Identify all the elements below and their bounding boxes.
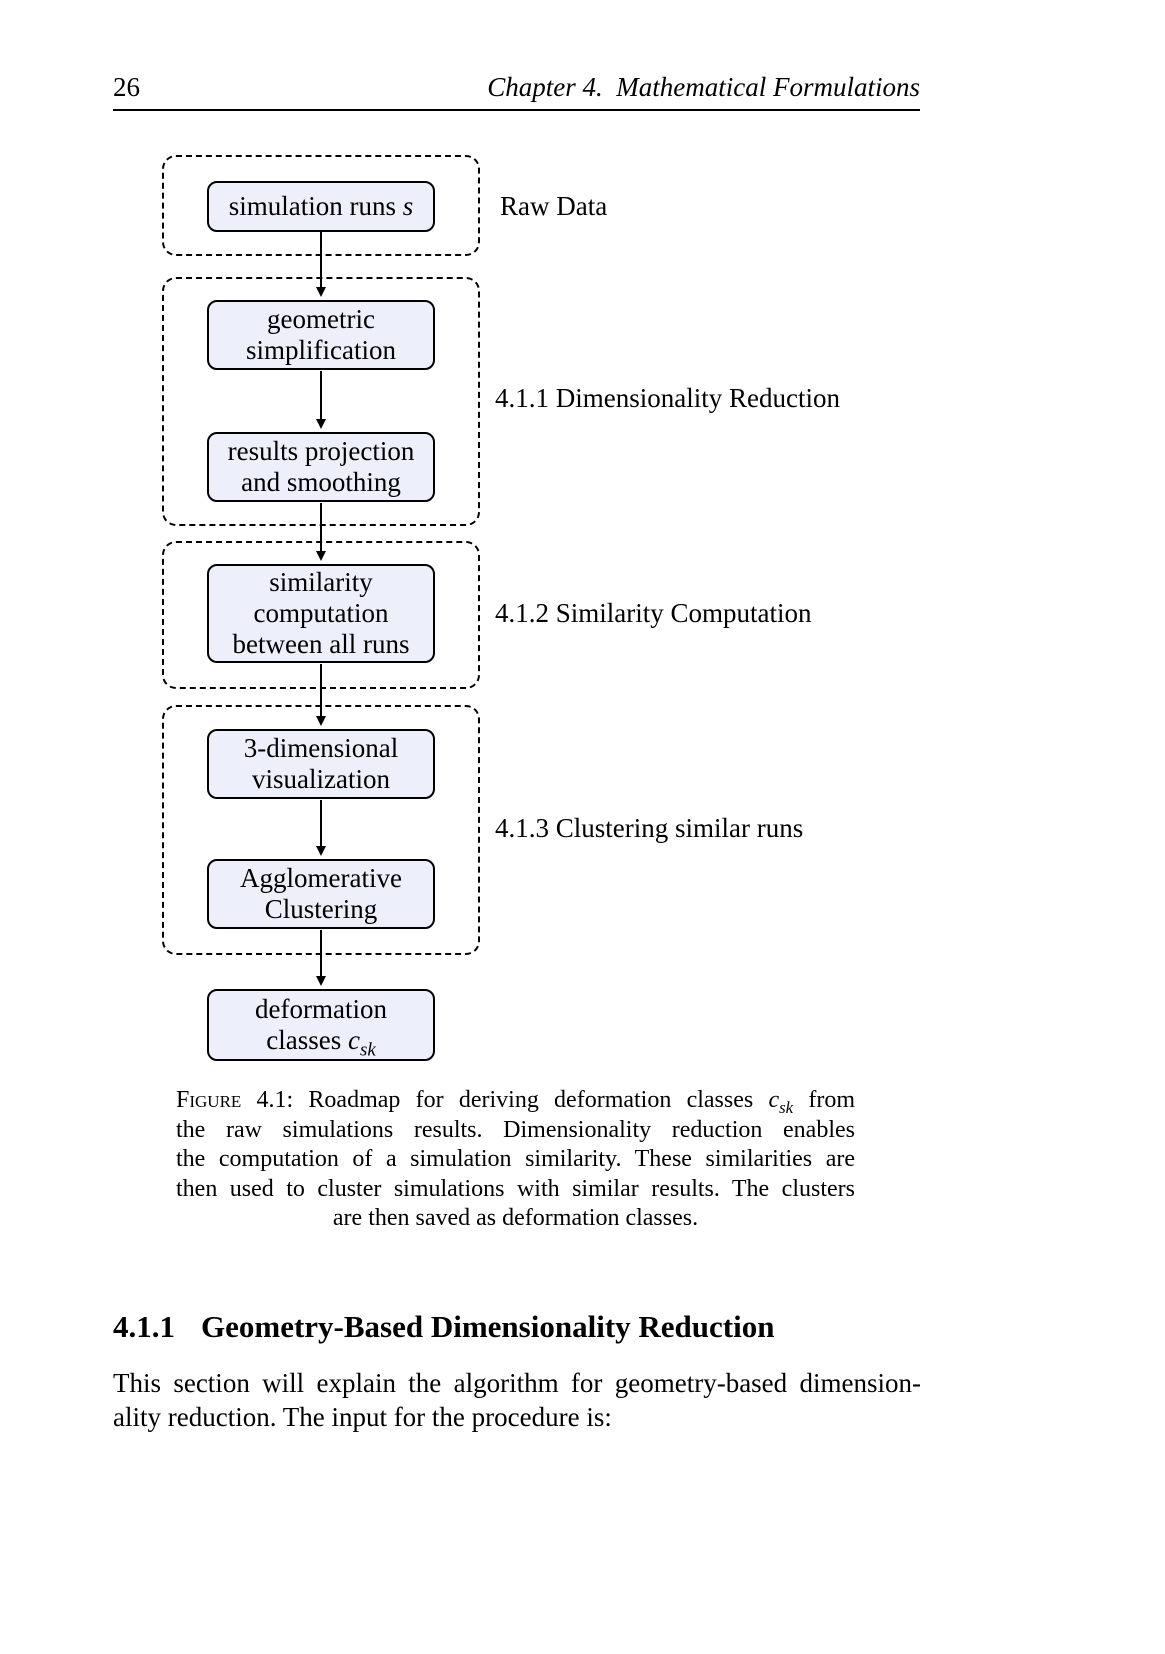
node-label: Clustering <box>264 894 378 924</box>
section-title: Geometry-Based Dimensionality Reduction <box>201 1309 775 1344</box>
node-geometric-simplification <box>207 300 435 370</box>
node-agglomerative-clustering <box>207 859 435 929</box>
math-sub-sk: sk <box>359 1039 376 1061</box>
section-heading <box>113 1309 774 1345</box>
caption-line-2: the raw simulations results. Dimensionality reduction enables <box>176 1116 855 1143</box>
math-sub-sk: sk <box>779 1097 794 1117</box>
node-label: and smoothing <box>241 467 401 497</box>
node-label: geometric <box>267 304 375 334</box>
caption-text: Roadmap for deriving deformation classes <box>308 1087 754 1113</box>
figure-caption <box>176 1086 855 1234</box>
node-label: visualization <box>252 764 390 794</box>
group-label-clustering: 4.1.3 Clustering similar runs <box>495 813 804 843</box>
figure-label: Figure 4.1: <box>176 1087 294 1113</box>
group-label-raw-data: Raw Data <box>500 191 608 221</box>
node-label: deformation <box>255 994 387 1024</box>
node-text: classes <box>266 1025 342 1055</box>
group-label-dimensionality-reduction: 4.1.1 Dimensionality Reduction <box>495 383 840 413</box>
node-similarity-computation <box>207 564 435 663</box>
caption-text: from <box>808 1087 855 1113</box>
caption-line-3: the computation of a simulation similarity. These similarities are <box>176 1146 855 1172</box>
caption-line-5: are then saved as deformation classes. <box>332 1205 699 1231</box>
node-results-projection <box>207 432 435 502</box>
body-line-2: ality reduction. The input for the procedure is: <box>113 1401 612 1432</box>
node-label <box>266 1025 376 1061</box>
caption-line-1 <box>176 1086 855 1116</box>
node-label: 3-dimensional <box>243 733 399 763</box>
node-label: simplification <box>246 335 396 365</box>
node-label <box>229 191 414 222</box>
node-deformation-classes <box>207 989 435 1061</box>
body-paragraph <box>113 1367 921 1434</box>
node-label: results projection <box>227 436 415 466</box>
node-label: computation <box>253 598 389 628</box>
body-line-1: This section will explain the algorithm for geometry-based dimension- <box>113 1368 921 1398</box>
group-label-similarity-computation: 4.1.2 Similarity Computation <box>495 598 812 628</box>
running-header-chapter: Chapter 4. Mathematical Formulations <box>487 72 920 102</box>
section-number: 4.1.1 <box>113 1309 175 1344</box>
caption-line-4: then used to cluster simulations with similar results. The clusters <box>176 1175 855 1202</box>
node-label: Agglomerative <box>240 863 402 893</box>
node-3d-visualization <box>207 729 435 799</box>
header-rule <box>113 109 920 111</box>
node-label: similarity <box>269 567 373 597</box>
node-text: simulation runs <box>228 191 396 221</box>
page-number: 26 <box>113 72 140 102</box>
node-simulation-runs <box>207 181 435 232</box>
math-var-s: s <box>402 191 414 221</box>
math-var-c: c <box>768 1087 780 1113</box>
math-var-c: c <box>348 1025 360 1055</box>
node-label: between all runs <box>232 629 410 659</box>
